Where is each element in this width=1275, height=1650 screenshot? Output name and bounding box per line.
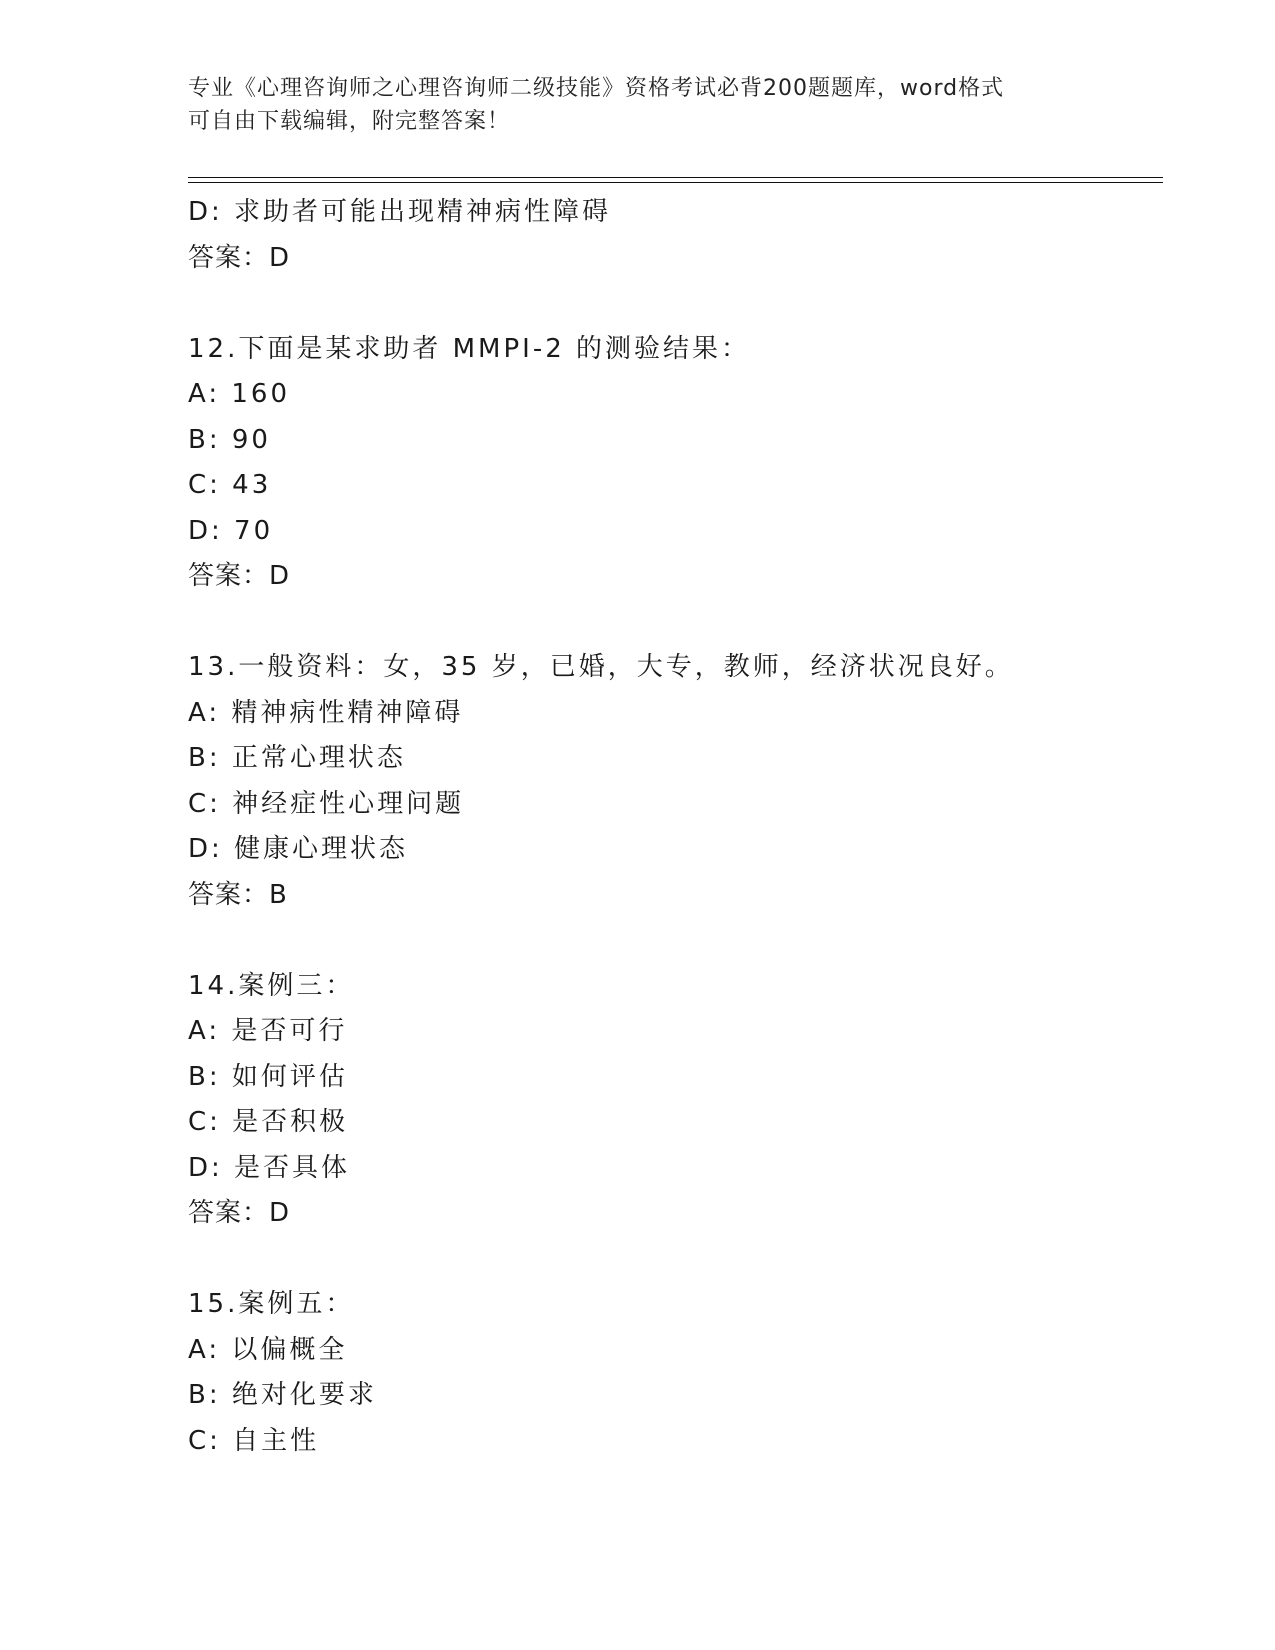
question-list bbox=[188, 190, 1148, 1464]
option-c: C: 是否积极 bbox=[188, 1107, 349, 1137]
option-c: C: 43 bbox=[188, 470, 272, 500]
question-stem: 14.案例三： bbox=[188, 970, 355, 1001]
spacer bbox=[188, 918, 1148, 964]
question-13 bbox=[188, 645, 1148, 918]
question-12 bbox=[188, 327, 1148, 600]
answer-line: 答案：D bbox=[188, 242, 291, 273]
spacer bbox=[188, 281, 1148, 327]
option-d: D: 70 bbox=[188, 515, 274, 546]
option-c: C: 自主性 bbox=[188, 1425, 320, 1456]
option-a: A: 160 bbox=[188, 379, 290, 409]
option-b: B: 90 bbox=[188, 424, 271, 455]
option-b: B: 绝对化要求 bbox=[188, 1380, 377, 1410]
option-a: A: 以偏概全 bbox=[188, 1334, 348, 1365]
answer-line: 答案：B bbox=[188, 879, 288, 910]
header-divider-top bbox=[188, 177, 1163, 178]
answer-line: 答案：D bbox=[188, 1198, 291, 1228]
option-d: D: 求助者可能出现精神病性障碍 bbox=[188, 197, 612, 227]
option-a: A: 是否可行 bbox=[188, 1016, 348, 1046]
question-stem: 12.下面是某求助者 MMPI-2 的测验结果： bbox=[188, 333, 751, 364]
question-stem: 13.一般资料：女，35 岁，已婚，大专，教师，经济状况良好。 bbox=[188, 652, 1014, 682]
spacer bbox=[188, 600, 1148, 646]
header-divider-bottom bbox=[188, 182, 1163, 183]
answer-line: 答案：D bbox=[188, 561, 291, 591]
header-line-2: 可自由下载编辑，附完整答案！ bbox=[188, 109, 511, 134]
option-c: C: 神经症性心理问题 bbox=[188, 788, 465, 819]
option-b: B: 正常心理状态 bbox=[188, 743, 406, 773]
question-15 bbox=[188, 1282, 1148, 1464]
option-d: D: 健康心理状态 bbox=[188, 834, 409, 864]
header-line-1: 专业《心理咨询师之心理咨询师二级技能》资格考试必背200题题库，word格式 bbox=[188, 76, 1005, 101]
option-d: D: 是否具体 bbox=[188, 1152, 351, 1183]
question-14 bbox=[188, 964, 1148, 1237]
option-a: A: 精神病性精神障碍 bbox=[188, 697, 464, 728]
question-stem: 15.案例五： bbox=[188, 1289, 355, 1319]
option-b: B: 如何评估 bbox=[188, 1061, 348, 1092]
spacer bbox=[188, 1237, 1148, 1283]
document-header bbox=[188, 72, 1088, 138]
